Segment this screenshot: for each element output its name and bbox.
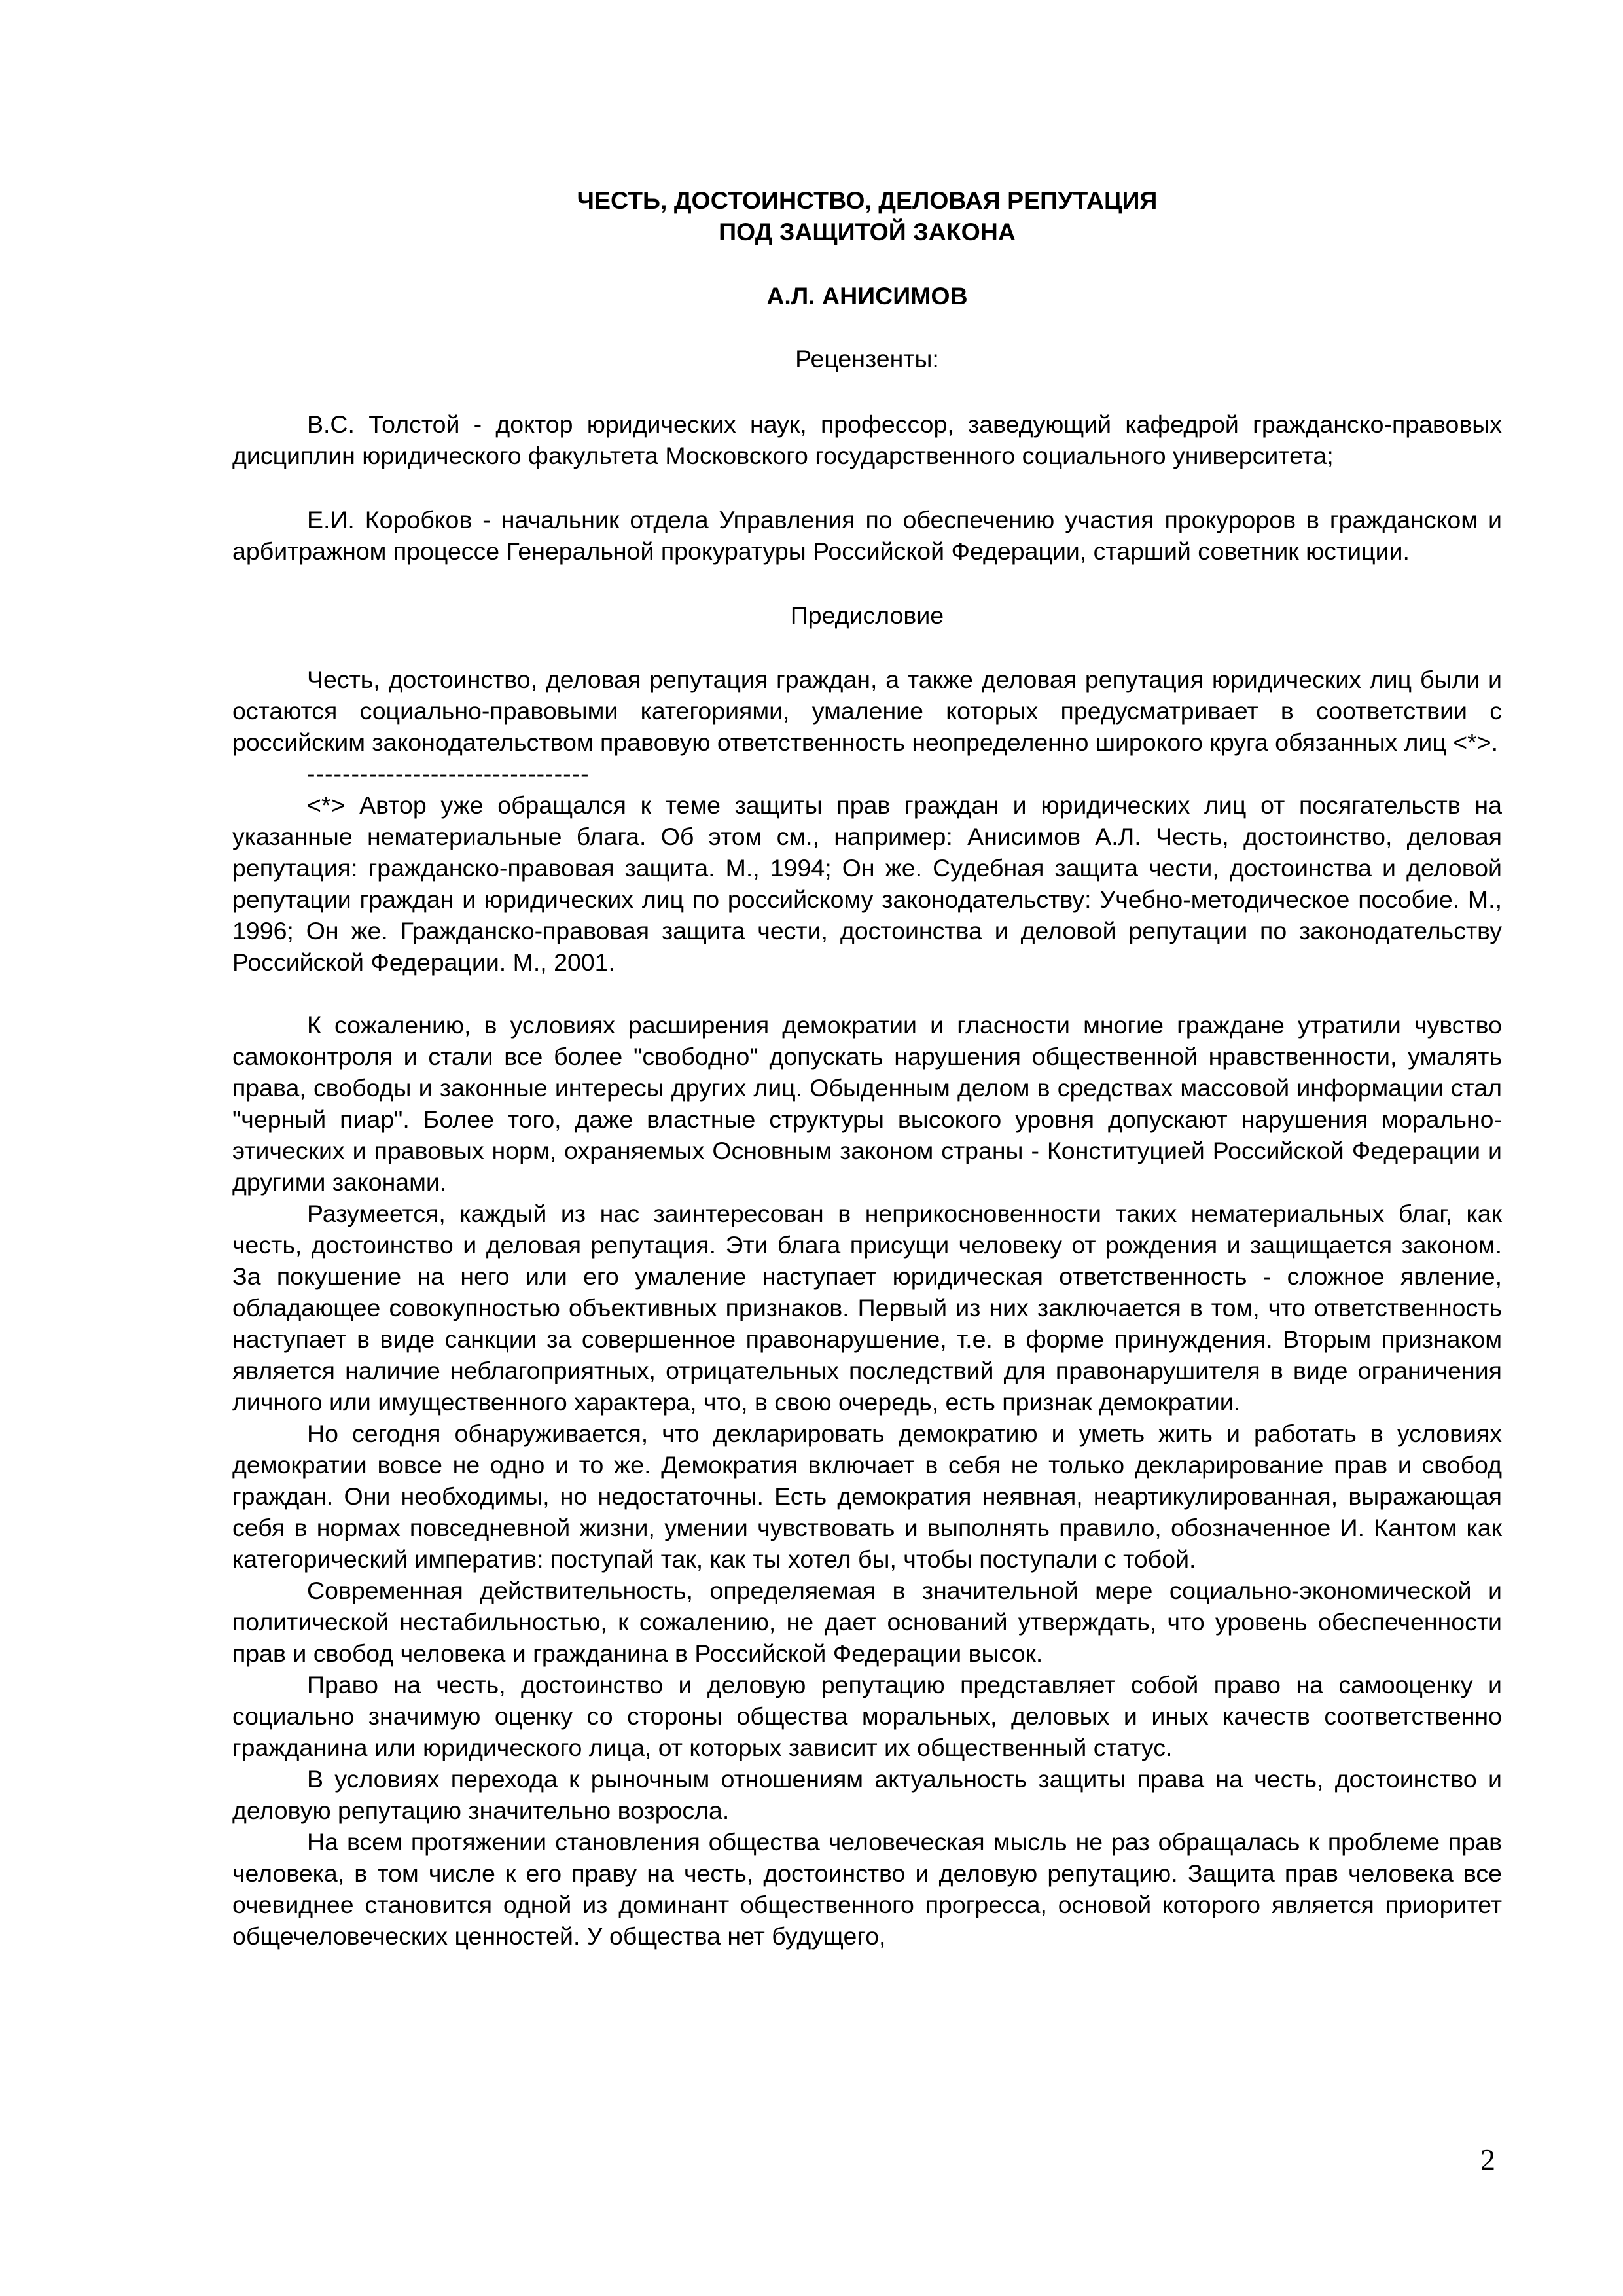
preface-heading: Предисловие bbox=[790, 601, 944, 629]
author-name: А.Л. АНИСИМОВ bbox=[766, 282, 968, 310]
reviewer-2: Е.И. Коробков - начальник отдела Управления по обеспечению участия прокуроров в гражданском и арбитражном процессе Генеральной прокуратуры Российской Федерации, старший советник юстиции. bbox=[232, 506, 1502, 565]
footnote-separator: -------------------------------- bbox=[307, 760, 590, 787]
preface-intro: Честь, достоинство, деловая репутация граждан, а также деловая репутация юридических лиц были и остаются социально-правовыми категориями, умаление которых предусматривает в соответствии с российским законодательством правовую ответственность неопределенно широкого круга обязанных лиц <*>. bbox=[232, 666, 1502, 756]
body-paragraph: Но сегодня обнаруживается, что декларировать демократию и уметь жить и работать в условиях демократии вовсе не одно и то же. Демократия включает в себя не только декларирование прав и свобод граждан. Они необходимы, но недостаточны. Есть демократия неявная, неартикулированная, выражающая себя в нормах повседневной жизни, умении чувствовать и выполнять правило, обозначенное И. Кантом как категорический императив: поступай так, как ты хотел бы, чтобы поступали с тобой. bbox=[232, 1420, 1502, 1573]
reviewers-heading: Рецензенты: bbox=[795, 345, 939, 372]
title-line-1: ЧЕСТЬ, ДОСТОИНСТВО, ДЕЛОВАЯ РЕПУТАЦИЯ bbox=[577, 187, 1158, 214]
footnote: <*> Автор уже обращался к теме защиты прав граждан и юридических лиц от посягательств на указанные нематериальные блага. Об этом см., например: Анисимов А.Л. Честь, достоинство, деловая репутация: гражданско-правовая защита. М., 1994; Он же. Судебная защита чести, достоинства и деловой репутации граждан и юридических лиц по российскому законодательству: Учебно-методическое пособие. М., 1996; Он же. Гражданско-правовая защита чести, достоинства и деловой репутации по законодательству Российской Федерации. М., 2001. bbox=[232, 791, 1502, 976]
body-paragraph: Право на честь, достоинство и деловую репутацию представляет собой право на самооценку и социально значимую оценку со стороны общества моральных, деловых и иных качеств соответственно гражданина или юридического лица, от которых зависит их общественный статус. bbox=[232, 1671, 1502, 1761]
page-number: 2 bbox=[1480, 2143, 1495, 2176]
body-paragraph: В условиях перехода к рыночным отношениям актуальность защиты права на честь, достоинство и деловую репутацию значительно возросла. bbox=[232, 1765, 1502, 1824]
body-paragraph: Разумеется, каждый из нас заинтересован в неприкосновенности таких нематериальных благ, как честь, достоинство и деловая репутация. Эти блага присущи человеку от рождения и защищается законом. За покушение на него или его умаление наступает юридическая ответственность - сложное явление, обладающее совокупностью объективных признаков. Первый из них заключается в том, что ответственность наступает в виде санкции за совершенное правонарушение, т.е. в форме принуждения. Вторым признаком является наличие неблагоприятных, отрицательных последствий для правонарушителя в виде ограничения личного или имущественного характера, что, в свою очередь, есть признак демократии. bbox=[232, 1200, 1502, 1416]
body-paragraph: К сожалению, в условиях расширения демократии и гласности многие граждане утратили чувство самоконтроля и стали все более "свободно" допускать нарушения общественной нравственности, умалять права, свободы и законные интересы других лиц. Обыденным делом в средствах массовой информации стал "черный пиар". Более того, даже властные структуры высокого уровня допускают нарушения морально-этических и правовых норм, охраняемых Основным законом страны - Конституцией Российской Федерации и другими законами. bbox=[232, 1011, 1502, 1196]
page-content bbox=[232, 185, 1502, 1952]
reviewer-1: В.С. Толстой - доктор юридических наук, профессор, заведующий кафедрой гражданско-правовых дисциплин юридического факультета Московского государственного социального университета; bbox=[232, 410, 1502, 469]
body-paragraph: На всем протяжении становления общества человеческая мысль не раз обращалась к проблеме прав человека, в том числе к его праву на честь, достоинство и деловую репутацию. Защита прав человека все очевиднее становится одной из доминант общественного прогресса, основой которого является приоритет общечеловеческих ценностей. У общества нет будущего, bbox=[232, 1828, 1502, 1950]
title-line-2: ПОД ЗАЩИТОЙ ЗАКОНА bbox=[719, 218, 1016, 245]
document-title bbox=[232, 185, 1502, 247]
body-paragraph: Современная действительность, определяемая в значительной мере социально-экономической и политической нестабильностью, к сожалению, не дает оснований утверждать, что уровень обеспеченности прав и свобод человека и гражданина в Российской Федерации высок. bbox=[232, 1577, 1502, 1667]
